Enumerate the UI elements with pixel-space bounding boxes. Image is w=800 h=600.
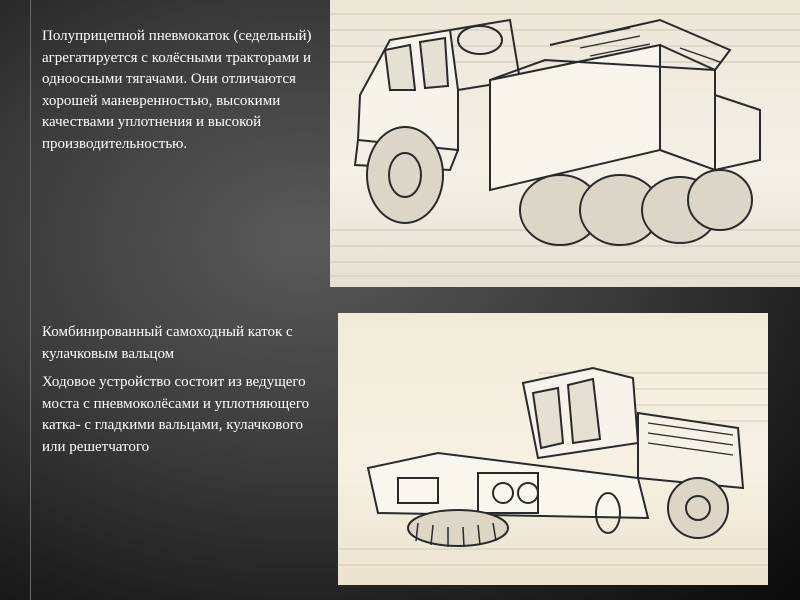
paragraph-pneumatic-roller: Полуприцепной пневмокаток (седельный) агрегатируется с колёсными тракторами и одноосными тягачами. Они отличаются хорошей маневренностью, высокими качествами уплотнения и высокой производительностью. [42, 28, 312, 152]
pneumatic-roller-image [330, 0, 800, 287]
combined-roller-image [338, 313, 768, 585]
paragraph-combined-roller-title: Комбинированный самоходный каток с кулачковым вальцом [42, 324, 293, 362]
paragraph-running-gear: Ходовое устройство состоит из ведущего моста с пневмоколёсами и уплотняющего катка- с гладкими вальцами, кулачкового или решетчатого [42, 374, 310, 455]
